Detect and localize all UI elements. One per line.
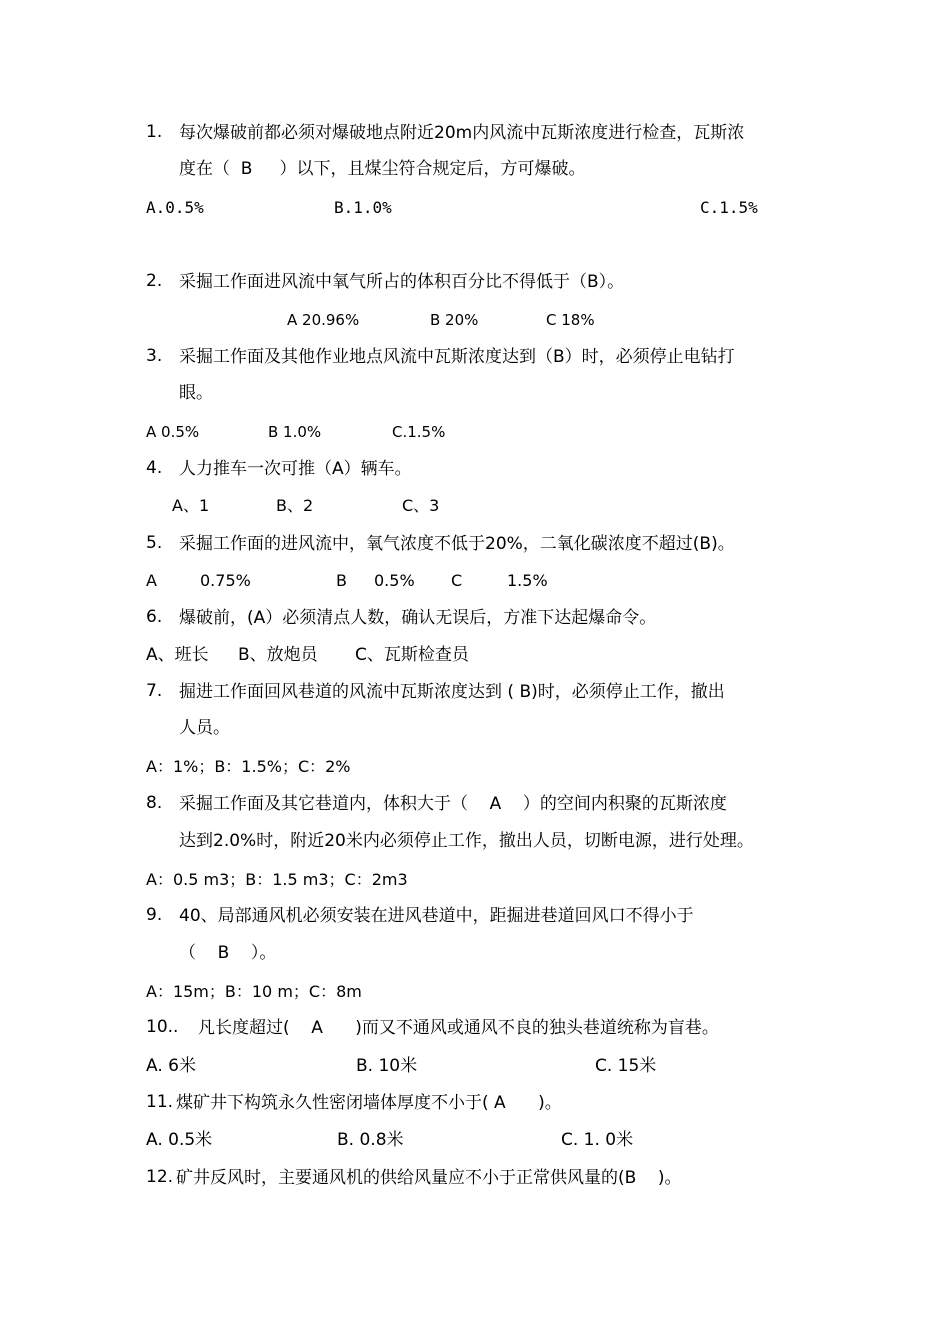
option: B、2 xyxy=(276,496,314,515)
option: B.1.0% xyxy=(334,198,392,217)
question-text: 掘进工作面回风巷道的风流中瓦斯浓度达到 ( B)时，必须停止工作，撤出 xyxy=(179,682,725,702)
option: B. 0.8米 xyxy=(337,1130,404,1150)
option-letter: A xyxy=(146,571,157,590)
question-text: 采掘工作面及其他作业地点风流中瓦斯浓度达到（B）时，必须停止电钻打 xyxy=(179,347,735,367)
option: B 1.0% xyxy=(268,423,322,441)
option: A：1%；B：1.5%；C：2% xyxy=(146,757,351,776)
question-number: 11. xyxy=(146,1092,174,1112)
question-number: 6. xyxy=(146,607,163,627)
option: B 20% xyxy=(430,311,479,329)
question-text: 人员。 xyxy=(179,718,230,738)
question-text: 度在（ B ）以下，且煤尘符合规定后，方可爆破。 xyxy=(179,159,586,179)
question-number: 3. xyxy=(146,346,163,366)
question-number: 10.. xyxy=(146,1017,179,1037)
option: C、瓦斯检查员 xyxy=(355,645,469,665)
question-number: 9. xyxy=(146,905,163,925)
question-text: 采掘工作面进风流中氧气所占的体积百分比不得低于（B）。 xyxy=(179,272,625,292)
question-number: 12. xyxy=(146,1167,174,1187)
option-letter: C xyxy=(451,571,463,590)
question-text: 凡长度超过( A )而又不通风或通风不良的独头巷道统称为盲巷。 xyxy=(198,1018,719,1038)
option: C.1.5% xyxy=(392,423,446,441)
option: A. 0.5米 xyxy=(146,1130,213,1150)
option: C.1.5% xyxy=(700,198,758,217)
question-text: 40、局部通风机必须安装在进风巷道中，距掘进巷道回风口不得小于 xyxy=(179,906,694,926)
question-text: （ B ）。 xyxy=(179,943,277,963)
option: A：15m；B：10 m；C：8m xyxy=(146,982,362,1001)
question-number: 4. xyxy=(146,458,163,478)
question-number: 7. xyxy=(146,681,163,701)
question-number: 2. xyxy=(146,271,163,291)
option: A 0.5% xyxy=(146,423,200,441)
option: A. 6米 xyxy=(146,1056,196,1076)
question-number: 5. xyxy=(146,533,163,553)
question-number: 1. xyxy=(146,122,163,142)
option: B. 10米 xyxy=(356,1056,418,1076)
option: A：0.5 m3；B：1.5 m3；C：2m3 xyxy=(146,870,408,889)
option-value: 0.5% xyxy=(374,571,415,590)
option: B、放炮员 xyxy=(238,645,318,665)
option-letter: B xyxy=(336,571,347,590)
question-text: 采掘工作面的进风流中，氧气浓度不低于20%，二氧化碳浓度不超过(B)。 xyxy=(179,534,735,554)
question-text: 采掘工作面及其它巷道内，体积大于（ A ）的空间内积聚的瓦斯浓度 xyxy=(179,794,727,814)
option: C 18% xyxy=(546,311,595,329)
option: C、3 xyxy=(402,496,440,515)
option-value: 0.75% xyxy=(200,571,251,590)
question-text: 人力推车一次可推（A）辆车。 xyxy=(179,459,412,479)
question-text: 每次爆破前都必须对爆破地点附近20m内风流中瓦斯浓度进行检查，瓦斯浓 xyxy=(179,123,745,143)
option-value: 1.5% xyxy=(507,571,548,590)
question-number: 8. xyxy=(146,793,163,813)
question-text: 矿井反风时，主要通风机的供给风量应不小于正常供风量的(B )。 xyxy=(176,1168,682,1188)
question-text: 煤矿井下构筑永久性密闭墙体厚度不小于( A )。 xyxy=(176,1093,562,1113)
option: A、1 xyxy=(172,496,210,515)
option: C. 1. 0米 xyxy=(561,1130,634,1150)
option: A、班长 xyxy=(146,645,209,665)
question-text: 达到2.0%时，附近20米内必须停止工作，撤出人员，切断电源，进行处理。 xyxy=(179,831,754,851)
option: A 20.96% xyxy=(287,311,360,329)
option: C. 15米 xyxy=(595,1056,657,1076)
option: A.0.5% xyxy=(146,198,204,217)
question-text: 爆破前，(A）必须清点人数，确认无误后，方准下达起爆命令。 xyxy=(179,608,657,628)
question-text: 眼。 xyxy=(179,383,213,403)
